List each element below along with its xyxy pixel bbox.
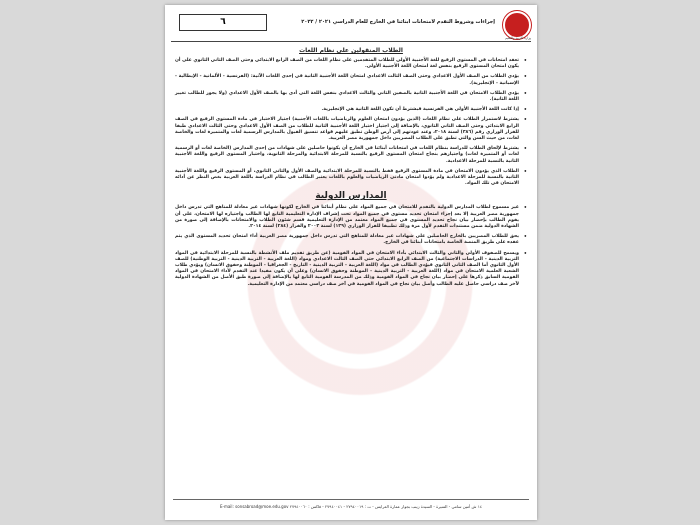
section-title-international: المدارس الدولية: [315, 191, 387, 202]
bullet-icon: •: [523, 250, 527, 257]
bullet-icon: •: [523, 58, 527, 64]
list-item: • يشترط لاستمرار الطلاب على نظام اللغات (الذين يؤدون امتحان العلوم والرياضيات باللغات الأجنبية) اجتياز الاختبار في مادة المستوى الرفيع في الصف الرابع الابتدائي وحتى الصف الثاني الثانوي، بالإضافة إلى اجتياز اختبار اللغة الأجنبية الثانية للطلاب من الصف الأول الاعدادي وحتى الثالث الاعدادي طبقا للقرار الوزاري رقم (٣٨٦) لسنة ٢٠١٨، وعند عودتهم إلى أرض الوطن تطبق عليهم قواعد تنسيق القبول بالمدارس الرسمية لغات والمتميزة لغات والخاصة لغات، من حيث السن والتي تطبق على الطلاب المصريين داخل جمهورية مصر العربية.: [175, 117, 527, 142]
list-item: • ويسمح للصفوف الأولى والثاني والثالث الابتدائي بأداء الامتحان في المواد القومية (عن طريق تقديم ملف الأنشطة بالنسبة للمرحلة الابتدائية في المواد التربية الدينية - الدراسات الاجتماعية) من الصف الرابع الابتدائي حتى الصف الثالث الاعدادي ومواد (اللغة العربية - التربية الدينية - التربية الوطنية) للصف الأول الثانوي أما الصف الثاني الثانوي فيؤدي الطالب في مواد (اللغة العربية - التربية الدينية - التاريخ - الجغرافيا - الموطنة وحقوق الانسان) ويؤدي طلاب الشعبة العلمية الامتحان في مواد (اللغة العربية - التربية الدينية - الموطنة وحقوق الانسان) وعلى أن يكون مقيدا عند التقدم لأداء الامتحان في المواد القومية السابق ذكرها على إحضار بيان نجاح في المواد القومية وذلك من المدرسة القومية التابع لها بالإضافة إلى صورة طبق الأصل من الشهادة الدولية لآخر صف دراسي حاصل عليه الطالب وأصل بيان نجاح في المواد القومية في آخر صف دراسي معتمد من الإدارة التعليمية.: [175, 250, 527, 287]
list-item: • تعقد امتحانات في المستوى الرفيع للغة الأجنبية الأولى للطلاب المتقدمين على نظام اللغات من الصف الرابع الابتدائي وحتى الصف الثاني الثانوي على أن يكون امتحان المستوى الرفيع بنفس لغة امتحان اللغة الأجنبية الأولى.: [175, 58, 527, 70]
list-item: • إذا كانت اللغة الأجنبية الأولى هي الفرنسية فبشترط أن تكون اللغة الثانية هي الإنجليزية.: [321, 107, 527, 114]
page-number: ٦: [179, 14, 267, 31]
list-item: • يؤدي الطلاب من الصف الأول الاعدادي وحتى الصف الثالث الاعدادي امتحان اللغة الأجنبية الثانية في إحدى اللغات الآتية: (الفرنسية - الألمانية - الإيطالية - الإسبانية - الإنجليزية).: [175, 74, 527, 86]
footer-contact: ١٤ ش أمين سامي - المنيرة - السيدة زينب بجوار عمارة العرايس - ت : ٢٧٩٤٠٠١٩ - ٢٧٩٤٠٠٤١ - فاكس : ٢٧٩٤٠٠٦٠ E-mail: sonsabroad@moe.edu.gov: [219, 504, 483, 509]
list-item: • يؤدي الطلاب الامتحان في اللغة الأجنبية الثانية بالصفين الثاني والثالث الاعدادي بنفس اللغة التي أدى بها بالصف الأول الاعدادي (ولا يجوز للطالب تغيير اللغة الثانية).: [175, 90, 527, 103]
bullet-icon: •: [523, 117, 527, 124]
page-header: [171, 11, 531, 40]
bullet-icon: •: [523, 146, 527, 153]
document-title: إجراءات وشروط التقدم لامتحانات أبنائنا في الخارج للعام الدراسي ٢٠٢١ / ٢٠٢٢: [301, 19, 495, 25]
bullet-icon: •: [523, 234, 527, 241]
header-divider: [171, 41, 531, 42]
ministry-logo-icon: [503, 11, 531, 39]
list-item: • غير مسموح لطلاب المدارس الدولية بالتقدم للامتحان في جميع المواد على نظام أبنائنا في الخارج لكونها شهادات غير معادلة للمناهج التي تدرس داخل جمهورية مصر العربية إلا بعد إجراء امتحان تحديد مستوى في جميع المواد تحت إشراف الإدارة التعليمية التابع لها الطالب واجتيازه لها الامتحان، على أن يقوم الطالب بإحضار بيان نجاح تحديد المستوى في جميع المواد معتمد من الإدارة التعليمية قسم شئون الطلاب والامتحانات بالإضافة إلى صورة من الشهادة الدولية ضمن مستندات التقدم لأول مرة وذلك تطبيقا للقرار الوزاري (١٣٩) لسنة ٢٠٠٣ والقرار (٢٨٤) لسنة ٢٠١٤.: [175, 205, 527, 230]
section-title-languages: الطلاب المنقولين على نظام اللغات: [299, 47, 403, 54]
bullet-icon: •: [523, 168, 527, 175]
bullet-icon: •: [523, 90, 527, 97]
bullet-icon: •: [523, 74, 527, 81]
logo-caption: وزارة التربية والتعليم: [505, 36, 531, 40]
list-item: • يشترط لإلحاق الطلاب للدراسة بنظام اللغات في امتحانات أبنائنا في الخارج أن يكونوا حاصلين على شهادات من إحدى المدارس (الخاصة لغات أو الرسمية لغات أو المتميزة لغات) واجتيازهم بنجاح امتحان المستوى الرفيع بالنسبة للمرحلة الابتدائية والمرحلة الثانوية، واختبار المستوى الرفيع واللغة الأجنبية الثانية بالنسبة للمرحلة الاعدادية.: [175, 146, 527, 164]
bullet-icon: •: [523, 107, 527, 114]
document-body: [175, 47, 527, 494]
page-footer: [173, 499, 529, 514]
document-page: [165, 5, 537, 520]
list-item: • يحق للطلاب المصريين بالخارج الحاصلين على شهادات غير معادلة للمناهج التي تدرس داخل جمهورية مصر العربية أداء امتحان تحديد المستوى الذي يتم عقده على طريق المنصة الخاصة بامتحانات أبنائنا في الخارج.: [175, 234, 527, 246]
bullet-icon: •: [523, 205, 527, 212]
list-item: • الطلاب الذي يؤدون الامتحان في مادة المستوى الرفيع فقط بالنسبة للمرحلة الابتدائية والصف الأول والثاني الثانوي، أو المستوى الرفيع واللغة الأجنبية الثانية بالنسبة للمرحلة الاعدادية ولم يؤدوا امتحان مادتي الرياضيات والعلوم باللغات يعتبر الطالب في نظام الدراسة باللغة العربية بغض النظر عن أدائه الامتحان في تلك المواد.: [175, 168, 527, 187]
